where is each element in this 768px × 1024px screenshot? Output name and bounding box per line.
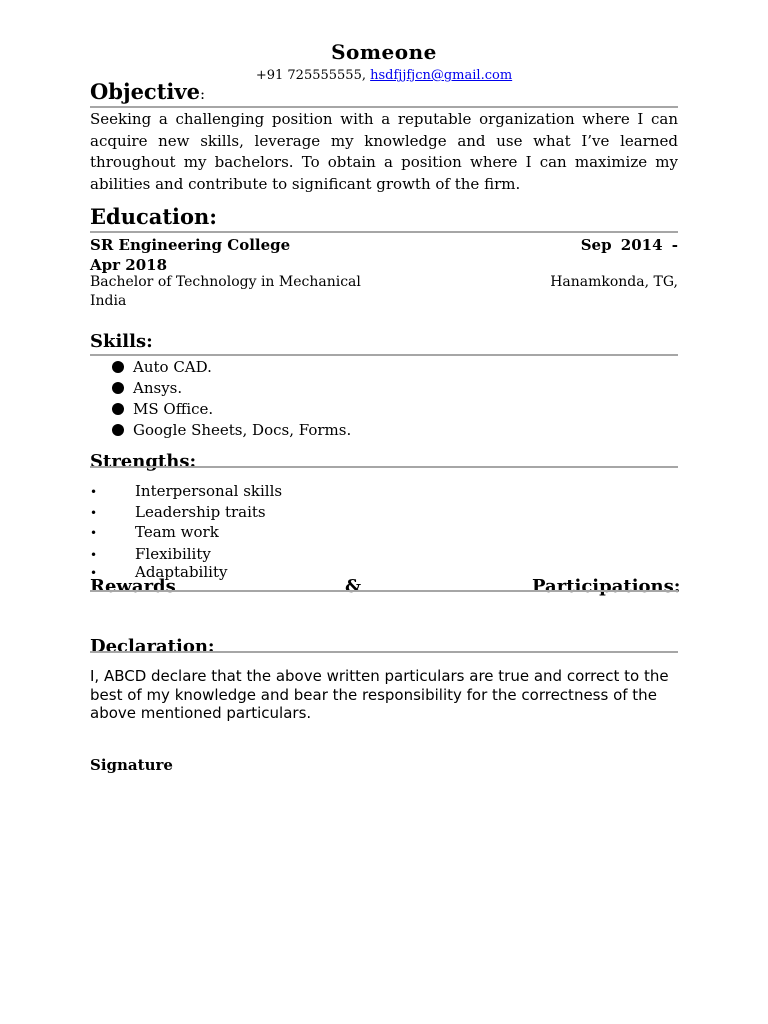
- skills-rule: [90, 354, 678, 356]
- college-name: SR Engineering College: [90, 236, 291, 254]
- education-rule: [90, 231, 678, 233]
- bullet-icon: •: [90, 506, 98, 520]
- rewards-heading-word1: Rewards: [90, 576, 176, 597]
- strength-item: • Leadership traits: [90, 503, 266, 521]
- skills-heading: Skills:: [90, 331, 153, 352]
- rewards-heading-amp: &: [345, 576, 362, 597]
- signature-label: Signature: [90, 756, 173, 774]
- rewards-heading-word2: Participations:: [532, 576, 681, 597]
- objective-heading: [90, 79, 205, 104]
- education-dates-end: Apr 2018: [90, 256, 167, 274]
- phone-number: +91 725555555,: [255, 68, 366, 83]
- bullet-dot-icon: [112, 424, 124, 436]
- objective-heading-text: Objective: [90, 79, 200, 104]
- skill-item: Google Sheets, Docs, Forms.: [112, 421, 351, 439]
- declaration-heading: Declaration:: [90, 636, 215, 657]
- declaration-text: I, ABCD declare that the above written particulars are true and correct to the best of my knowledge and bear the responsibility for the correctness of the above mentioned particulars.: [90, 667, 669, 722]
- degree: Bachelor of Technology in Mechanical: [90, 274, 361, 290]
- email-link[interactable]: hsdfjjfjcn@gmail.com: [370, 68, 513, 83]
- bullet-dot-icon: [112, 361, 124, 373]
- education-heading: Education:: [90, 204, 218, 229]
- bullet-icon: •: [90, 566, 98, 580]
- declaration-rule: [90, 651, 678, 653]
- bullet-icon: •: [90, 526, 98, 540]
- bullet-icon: •: [90, 485, 98, 499]
- candidate-name: Someone: [331, 40, 437, 64]
- education-location: Hanamkonda, TG,: [550, 274, 678, 290]
- strengths-rule: [90, 466, 678, 468]
- bullet-icon: •: [90, 548, 98, 562]
- objective-heading-colon: :: [199, 85, 206, 103]
- education-country: India: [90, 293, 127, 309]
- strength-item: • Interpersonal skills: [90, 482, 283, 500]
- rewards-rule: [90, 590, 678, 592]
- bullet-dot-icon: [112, 403, 124, 415]
- objective-text: Seeking a challenging position with a reputable organization where I can acquire new skills, leverage my knowledge and use what I’ve learned throughout my bachelors. To obtain a position where I can maximize my abilities and contribute to significant growth of the firm.: [90, 110, 678, 193]
- objective-rule: [90, 106, 678, 108]
- education-dates-start: Sep 2014 -: [580, 236, 678, 254]
- skill-item: MS Office.: [112, 400, 213, 418]
- strength-item: • Team work: [90, 523, 219, 541]
- strengths-heading: Strengths:: [90, 451, 197, 472]
- skill-item: Ansys.: [112, 379, 182, 397]
- strength-item: • Adaptability: [90, 563, 228, 581]
- bullet-dot-icon: [112, 382, 124, 394]
- skill-item: Auto CAD.: [112, 358, 212, 376]
- strength-item: • Flexibility: [90, 545, 211, 563]
